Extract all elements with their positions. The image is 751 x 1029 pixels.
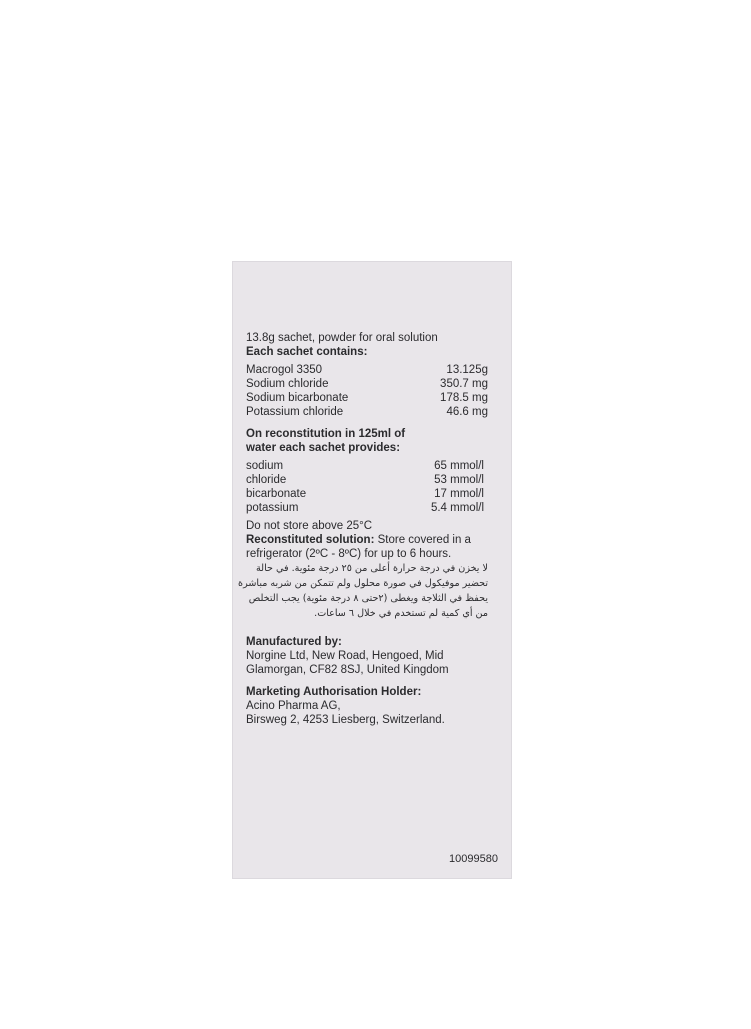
- ingredient-amount: 178.5 mg: [440, 392, 488, 404]
- label-content: [238, 331, 488, 727]
- ingredients-list: [246, 363, 488, 419]
- ingredient-name: Macrogol 3350: [246, 364, 323, 376]
- electrolyte-row: [246, 501, 488, 515]
- electrolyte-row: [246, 459, 488, 473]
- electrolyte-row: [246, 473, 488, 487]
- ingredient-amount: 350.7 mg: [440, 378, 488, 390]
- storage-warning: Do not store above 25°C: [246, 520, 373, 532]
- contents-heading: Each sachet contains:: [246, 346, 368, 358]
- mah-address-line: Birsweg 2, 4253 Liesberg, Switzerland.: [246, 714, 445, 726]
- electrolyte-amount: 65 mmol/l: [434, 460, 484, 472]
- mah-heading: Marketing Authorisation Holder:: [246, 686, 422, 698]
- reconstitution-heading-line-1: On reconstitution in 125ml of: [246, 428, 406, 440]
- mah-address-line: Acino Pharma AG,: [246, 700, 341, 712]
- ingredient-amount: 46.6 mg: [446, 406, 488, 418]
- ingredient-row: [246, 405, 488, 419]
- electrolyte-amount: 17 mmol/l: [434, 488, 484, 500]
- ingredient-row: [246, 363, 488, 377]
- reconstituted-text-1: Store covered in a: [374, 534, 471, 546]
- electrolytes-list: [246, 459, 488, 515]
- ingredient-amount: 13.125g: [446, 364, 488, 376]
- arabic-line: لا يخزن في درجة حرارة أعلى من ٢٥ درجة مئوية. في حالة: [256, 563, 488, 574]
- ingredient-row: [246, 391, 488, 405]
- reconstituted-label: Reconstituted solution:: [246, 534, 375, 546]
- label-panel: [232, 261, 512, 879]
- electrolyte-name: sodium: [246, 460, 284, 472]
- ingredient-name: Sodium bicarbonate: [246, 392, 349, 404]
- manufacturer-address-line: Norgine Ltd, New Road, Hengoed, Mid: [246, 650, 444, 662]
- electrolyte-name: chloride: [246, 474, 287, 486]
- arabic-line: من أي كمية لم تستخدم في خلال ٦ ساعات.: [314, 608, 488, 619]
- ingredient-name: Sodium chloride: [246, 378, 329, 390]
- ingredient-name: Potassium chloride: [246, 406, 344, 418]
- manufacturer-heading: Manufactured by:: [246, 636, 342, 648]
- arabic-storage-text: [238, 561, 488, 621]
- electrolyte-amount: 5.4 mmol/l: [430, 502, 484, 514]
- reconstituted-line-1: [246, 533, 488, 547]
- ingredient-row: [246, 377, 488, 391]
- arabic-line: تحضير موفيكول في صورة محلول ولم تتمكن من شربه مباشرة: [238, 578, 488, 589]
- electrolyte-name: potassium: [246, 502, 299, 514]
- reconstituted-line-2: refrigerator (2ºC - 8ºC) for up to 6 hours.: [246, 548, 452, 560]
- electrolyte-amount: 53 mmol/l: [434, 474, 484, 486]
- electrolyte-row: [246, 487, 488, 501]
- arabic-line: يحفظ في الثلاجة ويغطى (٢حتى ٨ درجة مئوية) يجب التخلص: [248, 593, 488, 604]
- electrolyte-name: bicarbonate: [246, 488, 307, 500]
- dosage-form-line: 13.8g sachet, powder for oral solution: [246, 332, 438, 344]
- manufacturer-address-line: Glamorgan, CF82 8SJ, United Kingdom: [246, 664, 449, 676]
- product-code: 10099580: [449, 853, 498, 865]
- reconstitution-heading-line-2: water each sachet provides:: [246, 442, 401, 454]
